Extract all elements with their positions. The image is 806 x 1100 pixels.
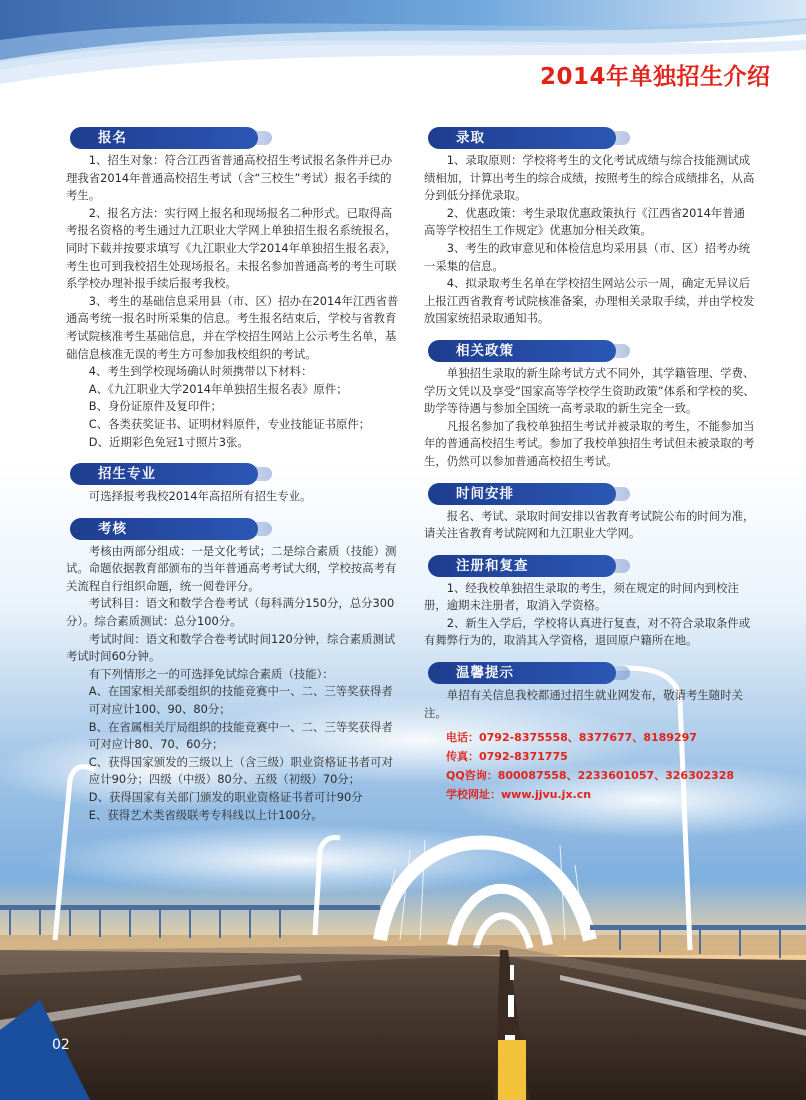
section-heading: 相关政策 <box>428 340 616 362</box>
section-heading: 招生专业 <box>70 463 258 485</box>
paragraph: 3、考生的基础信息采用县（市、区）招办在2014年江西省普通高考统一报名时所采集的信息。考生报名结束后，学校与省教育考试院核准考生基础信息，并在学校招生网站上公示考生名单，基础信息核准无误的考生方可参加我校组织的考试。 <box>66 293 399 361</box>
left-column <box>66 127 400 836</box>
section-heading: 时间安排 <box>428 483 616 505</box>
paragraph: 可选择报考我校2014年高招所有招生专业。 <box>88 489 312 504</box>
paragraph: 考核由两部分组成：一是文化考试；二是综合素质（技能）测试。命题依据教育部颁布的当年普通高考考试大纲，学校按高考有关流程自行组织命题，统一阅卷评分。 <box>66 543 397 593</box>
paragraph: 1、经我校单独招生录取的考生，须在规定的时间内到校注册，逾期未注册者，取消入学资格。 <box>424 580 739 613</box>
list-item: A、在国家相关部委组织的技能竞赛中一、二、三等奖获得者可对应计100、90、80分； <box>88 684 393 717</box>
page-number: 02 <box>52 1037 70 1053</box>
section-registration-review <box>424 555 756 650</box>
section-heading: 录取 <box>428 127 616 149</box>
paragraph: 1、录取原则：学校将考生的文化考试成绩与综合技能测试成绩相加，计算出考生的综合成绩，按照考生的综合成绩排名，从高分到低分择优录取。 <box>424 153 755 203</box>
contact-info <box>424 728 756 804</box>
list-item: B、身份证原件及复印件； <box>88 399 222 414</box>
section-schedule <box>424 483 756 543</box>
section-heading: 报名 <box>70 127 258 149</box>
paragraph: 1、招生对象：符合江西省普通高校招生考试报名条件并已办理我省2014年普通高校招生考试（含“三校生”考试）报名手续的考生。 <box>66 153 393 203</box>
paragraph: 考试科目：语文和数学合卷考试（每科满分150分，总分300分）。综合素质测试：总分100分。 <box>66 596 395 629</box>
list-item: D、近期彩色免冠1寸照片3张。 <box>88 434 249 449</box>
section-heading: 考核 <box>70 518 258 540</box>
section-heading: 注册和复查 <box>428 555 616 577</box>
list-item: A、《九江职业大学2014年单独招生报名表》原件； <box>88 381 348 396</box>
contact-qq: QQ咨询：800087558、2233601057、326302328 <box>446 769 735 783</box>
paragraph: 有下列情形之一的可选择免试综合素质（技能）： <box>88 666 334 681</box>
paragraph: 4、拟录取考生名单在学校招生网站公示一周，确定无异议后上报江西省教育考试院核准备案，办理相关录取手续，并由学校发放国家统招录取通知书。 <box>424 276 755 326</box>
list-item: B、在省属相关厅局组织的技能竞赛中一、二、三等奖获得者可对应计80、70、60分； <box>88 719 393 752</box>
list-item: E、获得艺术类省级联考专科线以上计100分。 <box>88 807 323 822</box>
section-majors <box>66 463 400 506</box>
section-policy <box>424 340 756 471</box>
paragraph: 报名、考试、录取时间安排以省教育考试院公布的时间为准，请关注省教育考试院网和九江职业大学网。 <box>424 508 755 541</box>
paragraph: 3、考生的政审意见和体检信息均采用县（市、区）招考办统一采集的信息。 <box>424 240 751 273</box>
contact-website[interactable]: 学校网址：www.jjvu.jx.cn <box>446 788 592 802</box>
paragraph: 单独招生录取的新生除考试方式不同外，其学籍管理、学费、学历文凭以及享受“国家高等学校学生资助政策”体系和学校的奖、助学等待遇与参加全国统一高考录取的新生完全一致。 <box>424 365 755 416</box>
list-item: C、各类获奖证书、证明材料原件，专业技能证书原件； <box>88 416 371 431</box>
section-registration <box>66 127 400 451</box>
page-title: 2014年单独招生介绍 <box>540 64 771 90</box>
section-heading: 温馨提示 <box>428 662 616 684</box>
contact-phone: 电话：0792-8375558、8377677、8189297 <box>446 731 697 745</box>
paragraph: 考试时间：语文和数学合卷考试时间120分钟，综合素质测试考试时间60分钟。 <box>66 631 396 664</box>
paragraph: 2、新生入学后，学校将认真进行复查，对不符合录取条件或有舞弊行为的，取消其入学资格，退回原户籍所在地。 <box>424 615 751 648</box>
paragraph: 2、报名方法：实行网上报名和现场报名二种形式。已取得高考报名资格的考生通过九江职业大学网上单独招生报名系统报名，同时下载并按要求填写《九江职业大学2014年单独招生报名表》，考生也可到我校招生处现场报名。未报名参加普通高考的考生可联系学校办理补报手续后报考我校。 <box>66 205 397 291</box>
paragraph: 凡报名参加了我校单独招生考试并被录取的考生，不能参加当年的普通高校招生考试。参加了我校单独招生考试但未被录取的考生，仍然可以参加普通高校招生考试。 <box>424 418 755 468</box>
section-assessment <box>66 518 400 825</box>
contact-fax: 传真：0792-8371775 <box>446 750 568 764</box>
paragraph: 2、优惠政策：考生录取优惠政策执行《江西省2014年普通高等学校招生工作规定》优惠加分相关政策。 <box>424 205 746 238</box>
list-item: C、获得国家颁发的三级以上（含三级）职业资格证书者可对应计90分；四级（中级）80分、五级（初级）70分； <box>88 754 393 787</box>
section-admission <box>424 127 756 328</box>
right-column <box>424 127 756 816</box>
paragraph: 4、考生到学校现场确认时须携带以下材料： <box>88 364 313 379</box>
section-tips <box>424 662 756 804</box>
paragraph: 单招有关信息我校都通过招生就业网发布，敬请考生随时关注。 <box>424 688 743 720</box>
list-item: D、获得国家有关部门颁发的职业资格证书者可计90分 <box>88 790 363 804</box>
